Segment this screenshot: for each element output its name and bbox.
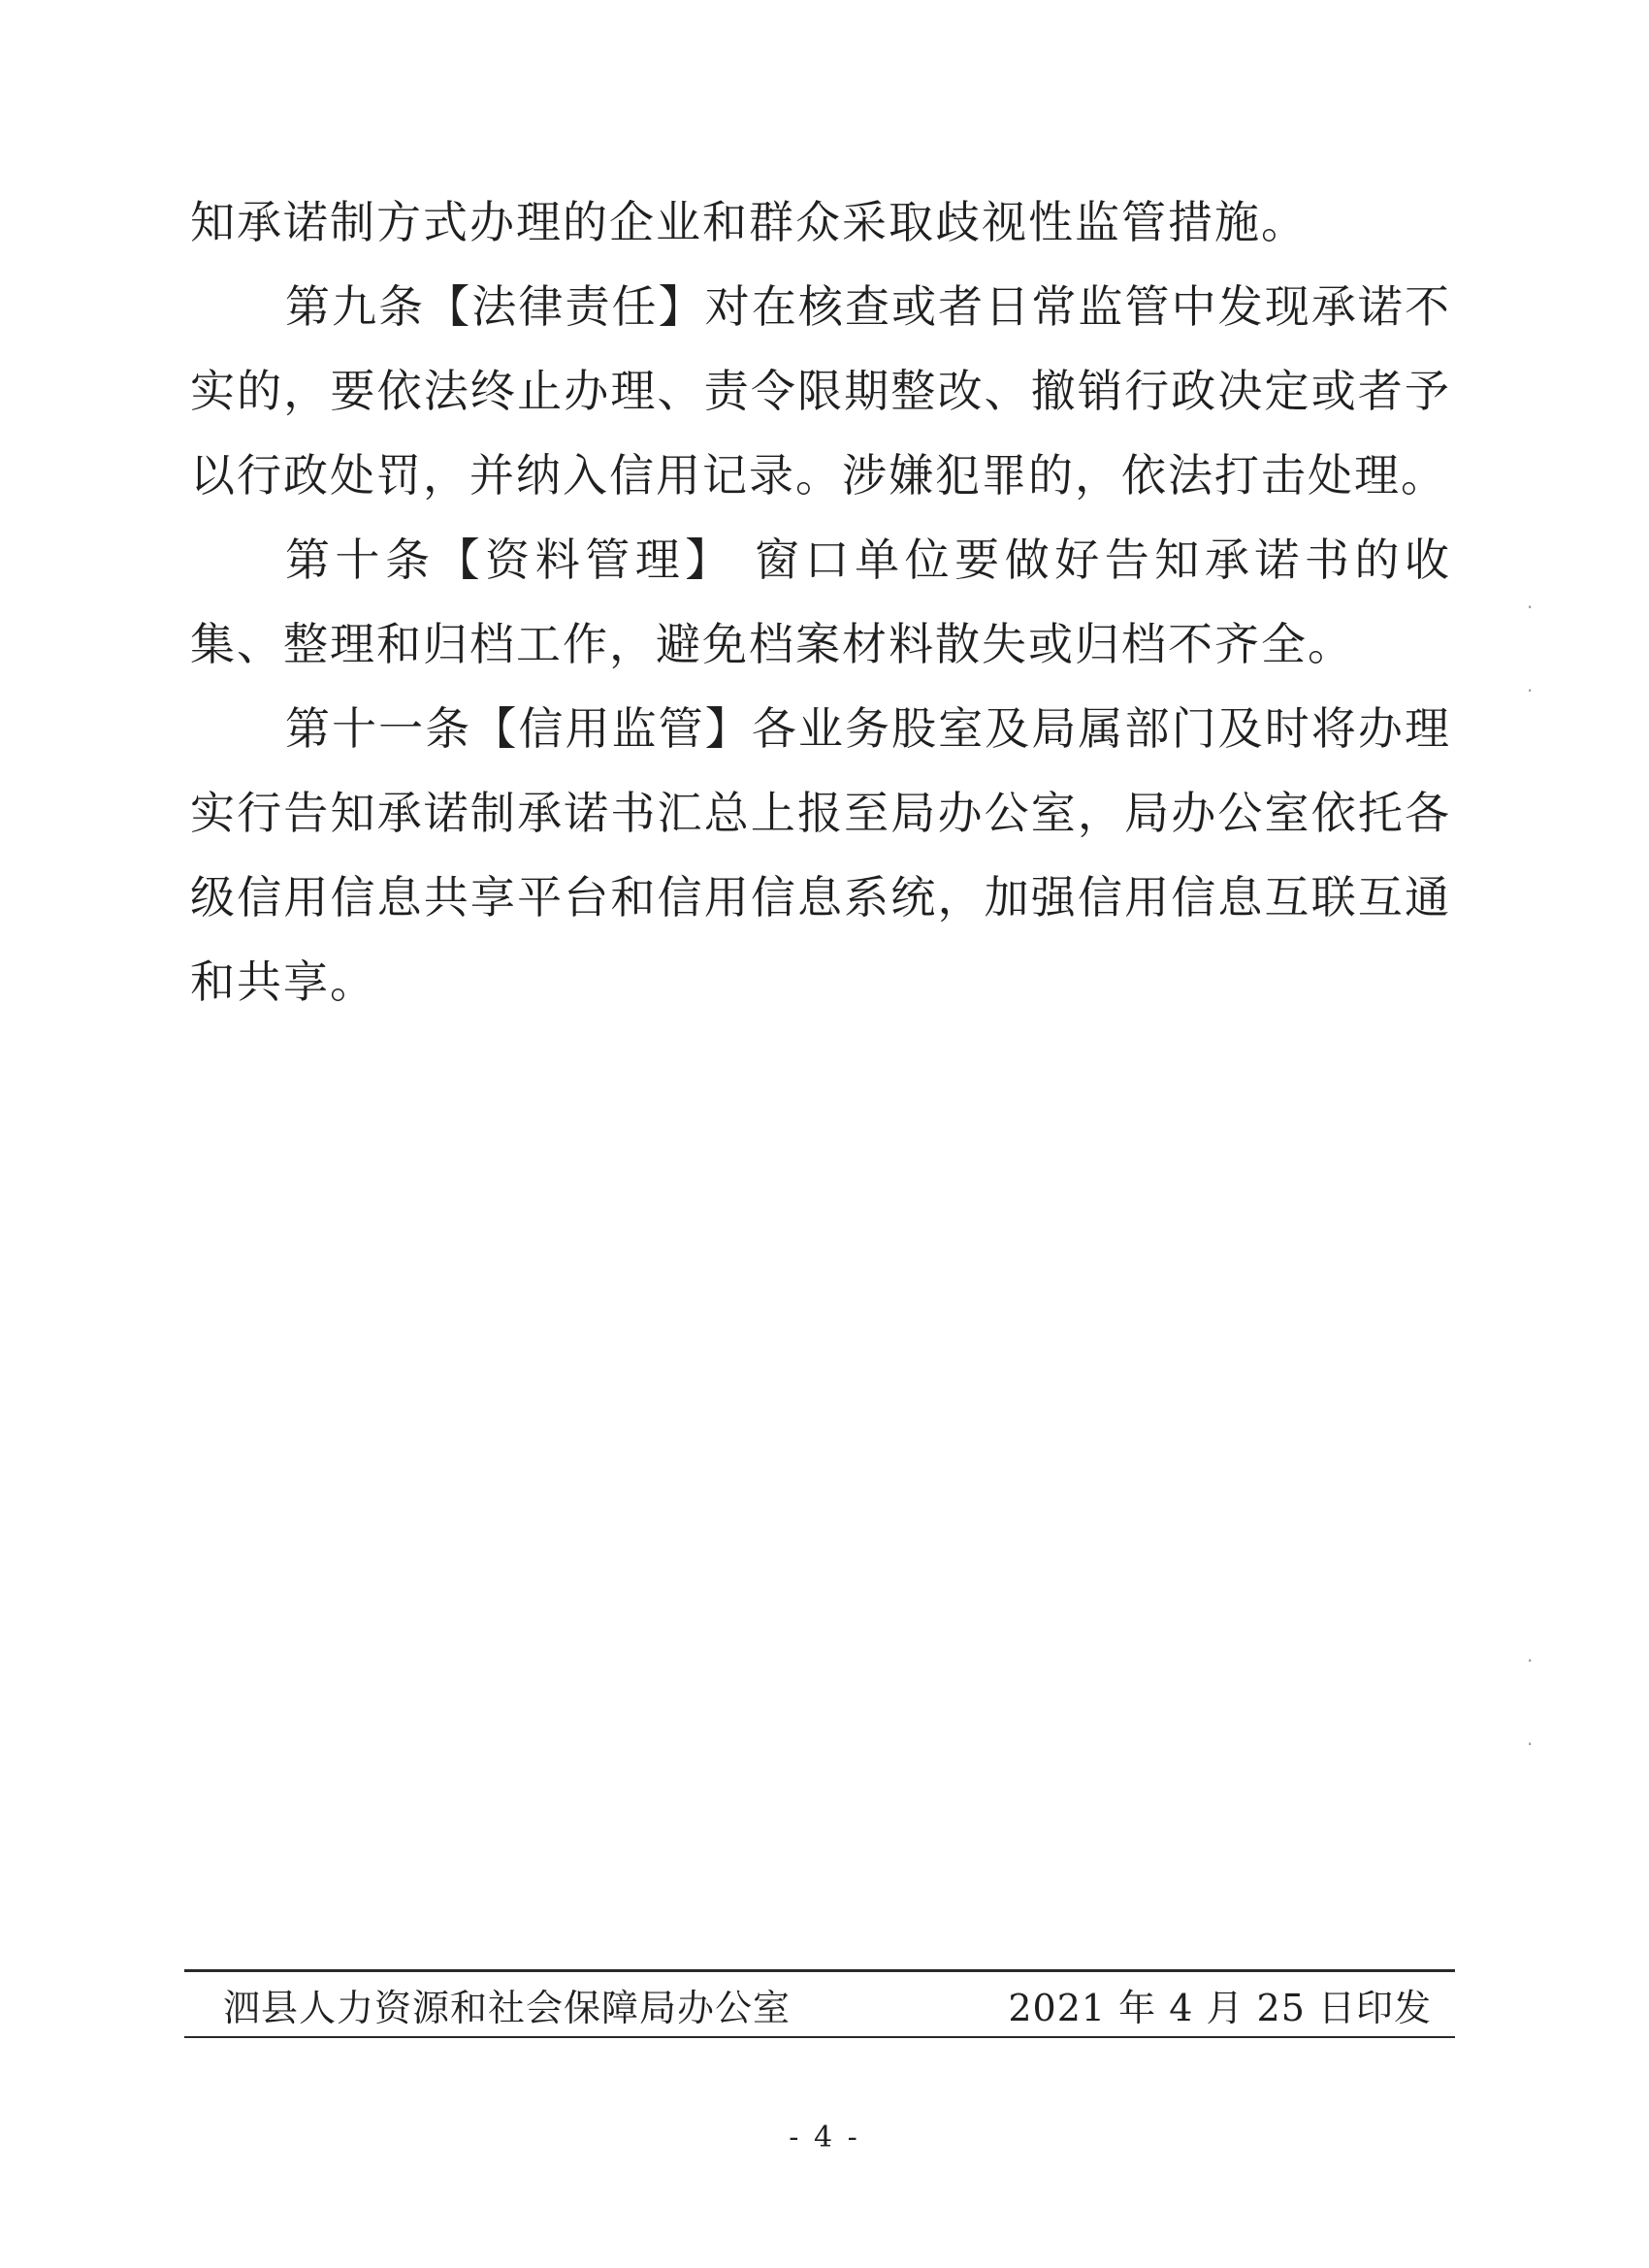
issuer-row <box>184 1972 1455 2036</box>
scan-speck-mark: · <box>1527 596 1534 619</box>
body-text <box>190 180 1451 1024</box>
page-number: - 4 - <box>789 2121 860 2155</box>
scan-speck-mark: · <box>1527 679 1534 702</box>
article-9-legal-liability: 第九条【法律责任】对在核查或者日常监管中发现承诺不实的，要依法终止办理、责令限期整改、撤销行政决定或者予以行政处罚，并纳入信用记录。涉嫌犯罪的，依法打击处理。 <box>190 280 1451 502</box>
paragraph-continuation: 知承诺制方式办理的企业和群众采取歧视性监管措施。 <box>190 196 1308 248</box>
issuance-footer <box>184 1969 1455 2038</box>
footer-bottom-rule <box>184 2036 1455 2038</box>
article-10-document-management: 第十条【资料管理】 窗口单位要做好告知承诺书的收集、整理和归档工作，避免档案材料散失或归档不齐全。 <box>190 534 1451 670</box>
issue-date: 2021 年 4 月 25 日印发 <box>1008 1986 1432 2029</box>
scan-speck-mark: · <box>1527 1733 1534 1756</box>
issuer-name: 泗县人力资源和社会保障局办公室 <box>223 1986 792 2029</box>
scan-speck-mark: · <box>1527 1649 1534 1672</box>
article-11-credit-supervision: 第十一条【信用监管】各业务股室及局属部门及时将办理实行告知承诺制承诺书汇总上报至局办公室，局办公室依托各级信用信息共享平台和信用信息系统，加强信用信息互联互通和共享。 <box>190 702 1451 1008</box>
